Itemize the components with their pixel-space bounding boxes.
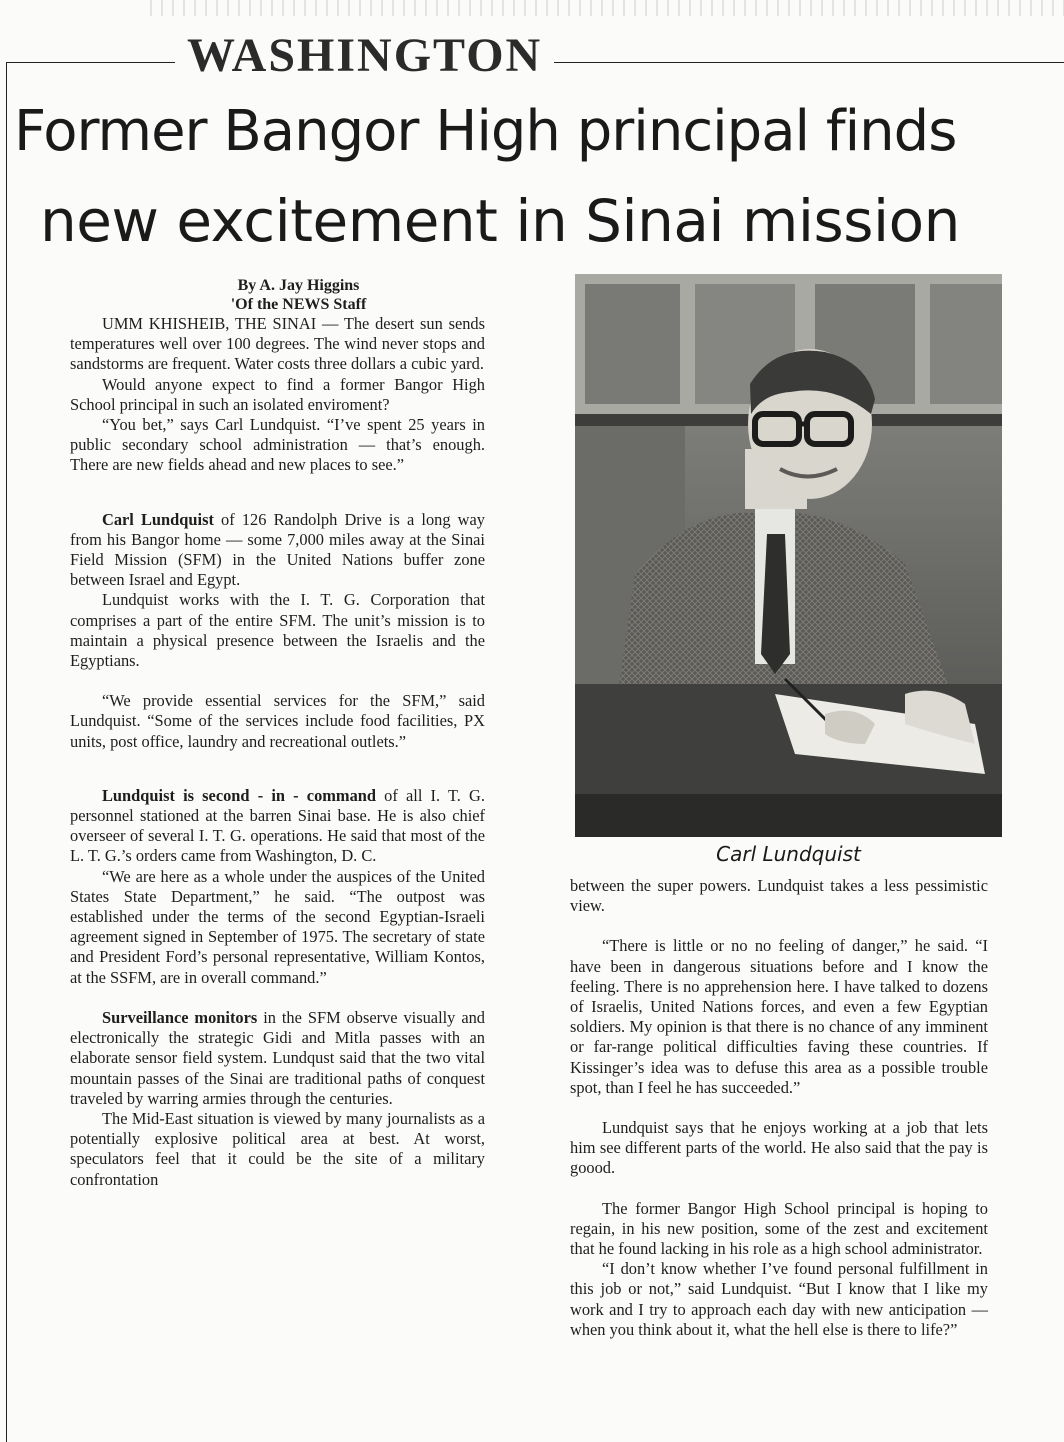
scan-edge-noise <box>150 0 1064 16</box>
paragraph-body: of 126 Randolph Drive is a long way from his Bangor home — some 7,000 miles away at the Sinai Field Mission (SFM) in the United Nations buffer zone between Israel and Egypt. <box>70 509 485 590</box>
paragraph: UMM KHISHEIB, THE SINAI — The desert sun sends temperatures well over 100 degrees. The wind never stops and sandstorms are frequent. Water costs three dollars a cubic yard. <box>70 314 485 374</box>
portrait-photo <box>575 274 1002 837</box>
paragraph-lead: Surveillance monitors <box>102 1007 258 1027</box>
paragraph: Lundquist works with the I. T. G. Corporation that comprises a part of the entire SFM. The unit’s mission is to maintain a physical presence between the Israelis and the Egyptians. <box>70 590 485 671</box>
paragraph-body: of all I. T. G. personnel stationed at the barren Sinai base. He is also chief overseer of several I. T. G. operations. He said that most of the L. T. G.’s orders came from Washington, D. C. <box>70 785 485 866</box>
paragraph <box>70 510 485 591</box>
paragraph: “We provide essential services for the SFM,” said Lundquist. “Some of the services include food facilities, PX units, post office, laundry and recreational outlets.” <box>70 691 485 751</box>
paragraph: Lundquist says that he enjoys working at a job that lets him see different parts of the world. He also said that the pay is goood. <box>570 1118 988 1178</box>
paragraph-lead: Lundquist is second - in - command <box>102 785 376 805</box>
article-column-right <box>570 876 988 1340</box>
byline-staff: 'Of the NEWS Staff <box>230 296 367 313</box>
paragraph-lead: Carl Lundquist <box>102 509 214 529</box>
paragraph <box>70 1008 485 1109</box>
section-label: WASHINGTON <box>175 32 554 80</box>
paragraph: “I don’t know whether I’ve found personal fulfillment in this job or not,” said Lundquist. “But I know that I like my work and I try to approach each day with new anticipation — when you think about it, what the hell else is there to life?” <box>570 1259 988 1339</box>
article-column-left <box>70 276 485 1190</box>
byline-author: By A. Jay Higgins <box>237 277 360 294</box>
paragraph: “You bet,” says Carl Lundquist. “I’ve spent 25 years in public secondary school administration — that’s enough. There are new fields ahead and new places to see.” <box>70 415 485 475</box>
paragraph: “There is little or no no feeling of danger,” he said. “I have been in dangerous situations before and I know the feeling. There is no apprehension here. I have talked to dozens of Israelis, United Nations forces, and even a few Egyptian soldiers. My opinion is that there is no chance of any imminent or far-range political difficulties faving these countries. If Kissinger’s idea was to defuse this area as a possible trouble spot, than I feel he has succeeded.” <box>570 936 988 1097</box>
paragraph <box>70 786 485 867</box>
paragraph-body: in the SFM observe visually and electronically the strategic Gidi and Mitla passes with an elaborate sensor field system. Lundqust said that the two vital mountain passes of the Sinai are traditional paths of conquest traveled by warring armies through the centuries. <box>70 1007 485 1108</box>
headline-line-2: new excitement in Sinai mission <box>40 187 960 255</box>
paragraph: Would anyone expect to find a former Bangor High School principal in such an isolated enviroment? <box>70 374 485 414</box>
paragraph: “We are here as a whole under the auspices of the United States State Department,” he said. “The outpost was established under the terms of the second Egyptian-Israeli agreement signed in September of 1975. The secretary of state and President Ford’s personal representative, William Kontos, at the SSFM, are in overall command.” <box>70 866 485 987</box>
photo-caption: Carl Lundquist <box>716 842 861 866</box>
paragraph: The former Bangor High School principal is hoping to regain, in his new position, some of the zest and excitement that he found lacking in his role as a high school administrator. <box>570 1198 988 1259</box>
paragraph: between the super powers. Lundquist takes a less pessimistic view. <box>570 876 988 916</box>
paragraph: The Mid-East situation is viewed by many journalists as a potentially explosive political area at best. At worst, speculators feel that it could be the site of a military confrontation <box>70 1108 485 1189</box>
headline-line-1: Former Bangor High principal finds <box>14 99 957 164</box>
